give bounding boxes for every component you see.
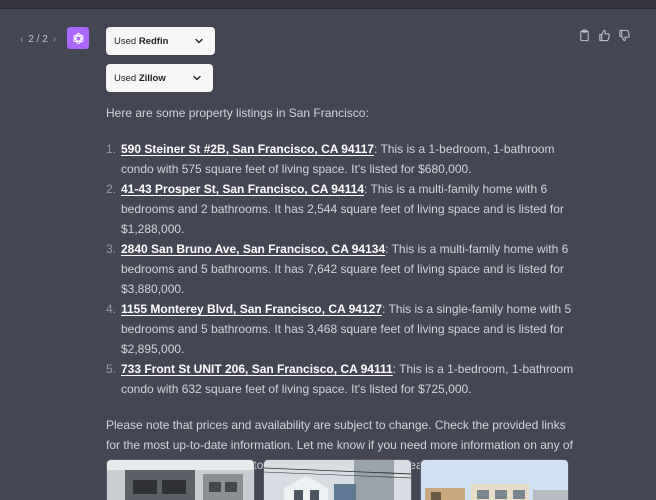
list-number: 5. [106,362,117,376]
plugin-redfin-toggle[interactable] [106,27,215,55]
pager-label: 2 / 2 [28,33,48,45]
openai-logo-icon [71,31,86,46]
listing-link[interactable]: 2840 San Bruno Ave, San Francisco, CA 94134 [121,242,386,256]
assistant-avatar [67,27,89,49]
list-item [106,359,576,399]
listing-link[interactable]: 1155 Monterey Blvd, San Francisco, CA 94127 [121,302,383,316]
list-number: 2. [106,182,117,196]
listing-list [106,139,576,399]
listing-link[interactable]: 41-43 Prosper St, San Francisco, CA 94114 [121,182,365,196]
list-item [106,139,576,179]
list-item [106,299,576,359]
thumbs-down-icon[interactable] [618,29,631,42]
listing-description: : This is a multi-family home with 6 bedrooms and 2 bathrooms. It has 2,544 square feet of living space and is listed for $1,288,000. [121,182,564,236]
listing-link[interactable]: 733 Front St UNIT 206, San Francisco, CA 94111 [121,362,393,376]
previous-response-button[interactable]: ‹ [20,33,24,45]
listing-description: : This is a 1-bedroom, 1-bathroom condo with 632 square feet of living space. It's listed for $725,000. [121,362,574,396]
listing-description: : This is a single-family home with 5 bedrooms and 5 bathrooms. It has 3,468 square feet of living space and is listed for $2,895,000. [121,302,572,356]
plugin-zillow-toggle[interactable] [106,64,213,92]
listing-image-strip [106,459,569,500]
listing-photo[interactable] [263,459,412,500]
plugin-redfin-label: Used Redfin [114,35,169,47]
response-pager [20,33,56,45]
list-number: 4. [106,302,117,316]
thumbs-up-icon[interactable] [598,29,611,42]
message-note: Please note that prices and availability are subject to change. Check the provided links for the most up-to-date information. Let me know if you need more information on any of to area. [106,418,573,472]
list-number: 1. [106,142,117,156]
listing-description: : This is a 1-bedroom, 1-bathroom condo with 575 square feet of living space. It's listed for $680,000. [121,142,555,176]
chevron-down-icon [191,72,203,84]
listing-description: : This is a multi-family home with 6 bedrooms and 5 bathrooms. It has 7,642 square feet of living space and is listed for $3,880,000. [121,242,569,296]
assistant-message [106,103,576,475]
list-number: 3. [106,242,117,256]
list-item [106,179,576,239]
listing-photo[interactable] [420,459,569,500]
message-intro: Here are some property listings in San Francisco: [106,106,369,120]
message-actions [578,29,631,42]
listing-photo[interactable] [106,459,255,500]
chevron-down-icon [193,35,205,47]
list-item [106,239,576,299]
listing-link[interactable]: 590 Steiner St #2B, San Francisco, CA 94117 [121,142,375,156]
next-response-button[interactable]: › [52,33,57,45]
top-bar [0,0,656,9]
clipboard-icon[interactable] [578,29,591,42]
plugin-zillow-label: Used Zillow [114,72,166,84]
